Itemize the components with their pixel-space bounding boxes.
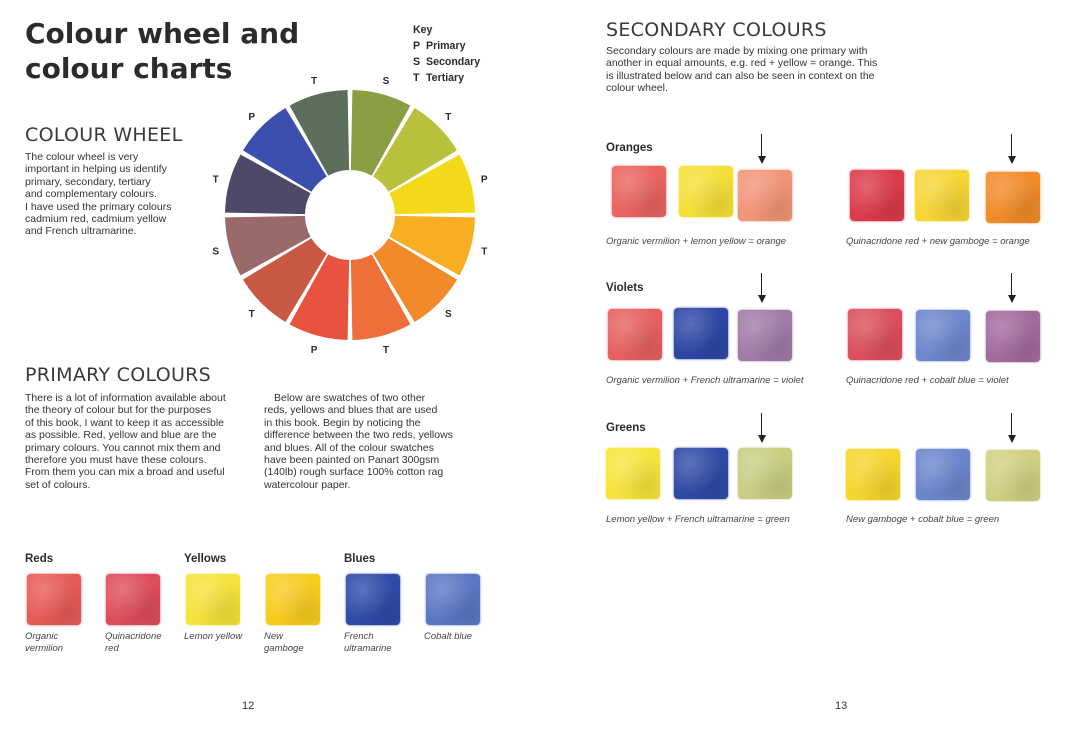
mix-swatch	[679, 166, 733, 217]
mix-swatch	[606, 448, 660, 499]
wheel-segment-label: T	[310, 76, 318, 88]
swatch-caption-french-ultramarine: French ultramarine	[344, 631, 392, 654]
mix-row-oranges-label: Oranges	[606, 142, 653, 154]
arrow-line	[761, 413, 762, 437]
page-title-line-1: Colour wheel and	[25, 17, 300, 50]
arrow-down-icon	[1008, 295, 1016, 303]
mix-row-violets-label: Violets	[606, 282, 644, 294]
swatch-lemon-yellow	[186, 574, 240, 625]
swatch-caption-organic-vermilion: Organic vermilion	[25, 631, 64, 654]
primary-text-col1: There is a lot of information available about the theory of colour but for the purposes of this book, I want to keep it as accessible as possible. Red, yellow and blue are the primary colours. You cannot mix them and therefore you must have these colours. From them you can mix a broad and useful set of colours.	[25, 392, 226, 491]
mix-swatch	[916, 449, 970, 500]
colour-wheel-heading: COLOUR WHEEL	[25, 124, 183, 146]
wheel-segment-label: T	[248, 308, 255, 320]
arrow-down-icon	[1008, 435, 1016, 443]
mix-result-swatch	[738, 448, 792, 499]
wheel-segment-label: P	[310, 344, 318, 356]
primary-text-col2: Below are swatches of two other reds, yellows and blues that are used in this book. Begin by noticing the difference between the two reds, yellows and blues. All of the colour swatches have been painted on Panart 300gsm (140lb) rough surface 100% cotton rag watercolour paper.	[264, 392, 453, 491]
swatch-quinacridone-red	[106, 574, 160, 625]
wheel-segment-label: T	[445, 112, 452, 124]
colour-wheel-text: The colour wheel is very important in helping us identify primary, secondary, tertiary and complementary colours. I have used the primary colours cadmium red, cadmium yellow and French ultramarine.	[25, 151, 172, 238]
primary-colours-heading: PRIMARY COLOURS	[25, 364, 212, 386]
arrow-line	[1011, 273, 1012, 297]
mix-swatch	[608, 309, 662, 360]
wheel-segment-label: T	[382, 344, 390, 356]
key-item-secondary: S Secondary	[413, 56, 481, 68]
swatch-caption-quinacridone-red: Quinacridone red	[105, 631, 162, 654]
mix-swatch	[674, 448, 728, 499]
wheel-segment-label: S	[212, 246, 220, 258]
arrow-line	[1011, 134, 1012, 158]
page-title-line-2: colour charts	[25, 52, 233, 85]
wheel-segment-label: T	[481, 246, 488, 258]
swatch-group-yellows-label: Yellows	[184, 553, 227, 565]
page-number-right: 13	[835, 700, 848, 712]
swatch-french-ultramarine	[346, 574, 400, 625]
mix-result-swatch	[986, 311, 1040, 362]
swatch-cobalt-blue	[426, 574, 480, 625]
page-number-left: 12	[242, 700, 255, 712]
arrow-down-icon	[758, 156, 766, 164]
secondary-colours-heading: SECONDARY COLOURS	[606, 19, 827, 41]
mix-result-swatch	[986, 172, 1040, 223]
mix-swatch	[848, 309, 902, 360]
swatch-group-blues-label: Blues	[344, 553, 376, 565]
arrow-line	[761, 273, 762, 297]
arrow-down-icon	[758, 295, 766, 303]
mix-swatch	[916, 310, 970, 361]
arrow-line	[761, 134, 762, 158]
mix-equation: Organic vermilion + French ultramarine = violet	[606, 375, 804, 386]
key-item-tertiary: T Tertiary	[413, 72, 465, 84]
mix-row-greens-label: Greens	[606, 422, 646, 434]
arrow-line	[1011, 413, 1012, 437]
mix-equation: Quinacridone red + new gamboge = orange	[846, 236, 1030, 247]
swatch-caption-lemon-yellow: Lemon yellow	[184, 631, 243, 642]
mix-swatch	[674, 308, 728, 359]
swatch-caption-new-gamboge: New gamboge	[264, 631, 304, 654]
mix-equation: Organic vermilion + lemon yellow = orange	[606, 236, 787, 247]
mix-equation: New gamboge + cobalt blue = green	[846, 514, 1000, 525]
wheel-segment-label: S	[382, 76, 390, 88]
swatch-group-reds-label: Reds	[25, 553, 54, 565]
mix-swatch	[846, 449, 900, 500]
mix-swatch	[915, 170, 969, 221]
arrow-down-icon	[758, 435, 766, 443]
wheel-segment-label: S	[444, 308, 452, 320]
mix-swatch	[612, 166, 666, 217]
wheel-segment-label: P	[248, 112, 256, 124]
mix-swatch	[850, 170, 904, 221]
swatch-organic-vermilion	[27, 574, 81, 625]
key-item-primary: P Primary	[413, 40, 466, 52]
page-title	[25, 16, 299, 86]
wheel-key	[413, 22, 480, 86]
wheel-segment-label: P	[480, 174, 488, 186]
arrow-down-icon	[1008, 156, 1016, 164]
mix-result-swatch	[986, 450, 1040, 501]
secondary-intro-text: Secondary colours are made by mixing one primary with another in equal amounts, e.g. red + yellow = orange. This is illustrated below and can also be seen in context on the colour wheel.	[606, 45, 878, 95]
swatch-caption-cobalt-blue: Cobalt blue	[424, 631, 473, 642]
mix-equation: Lemon yellow + French ultramarine = green	[606, 514, 790, 525]
key-heading: Key	[413, 24, 433, 36]
mix-equation: Quinacridone red + cobalt blue = violet	[846, 375, 1009, 386]
mix-result-swatch	[738, 170, 792, 221]
right-page	[540, 0, 1080, 731]
mix-result-swatch	[738, 310, 792, 361]
wheel-segment-label: T	[212, 174, 219, 186]
swatch-new-gamboge	[266, 574, 320, 625]
